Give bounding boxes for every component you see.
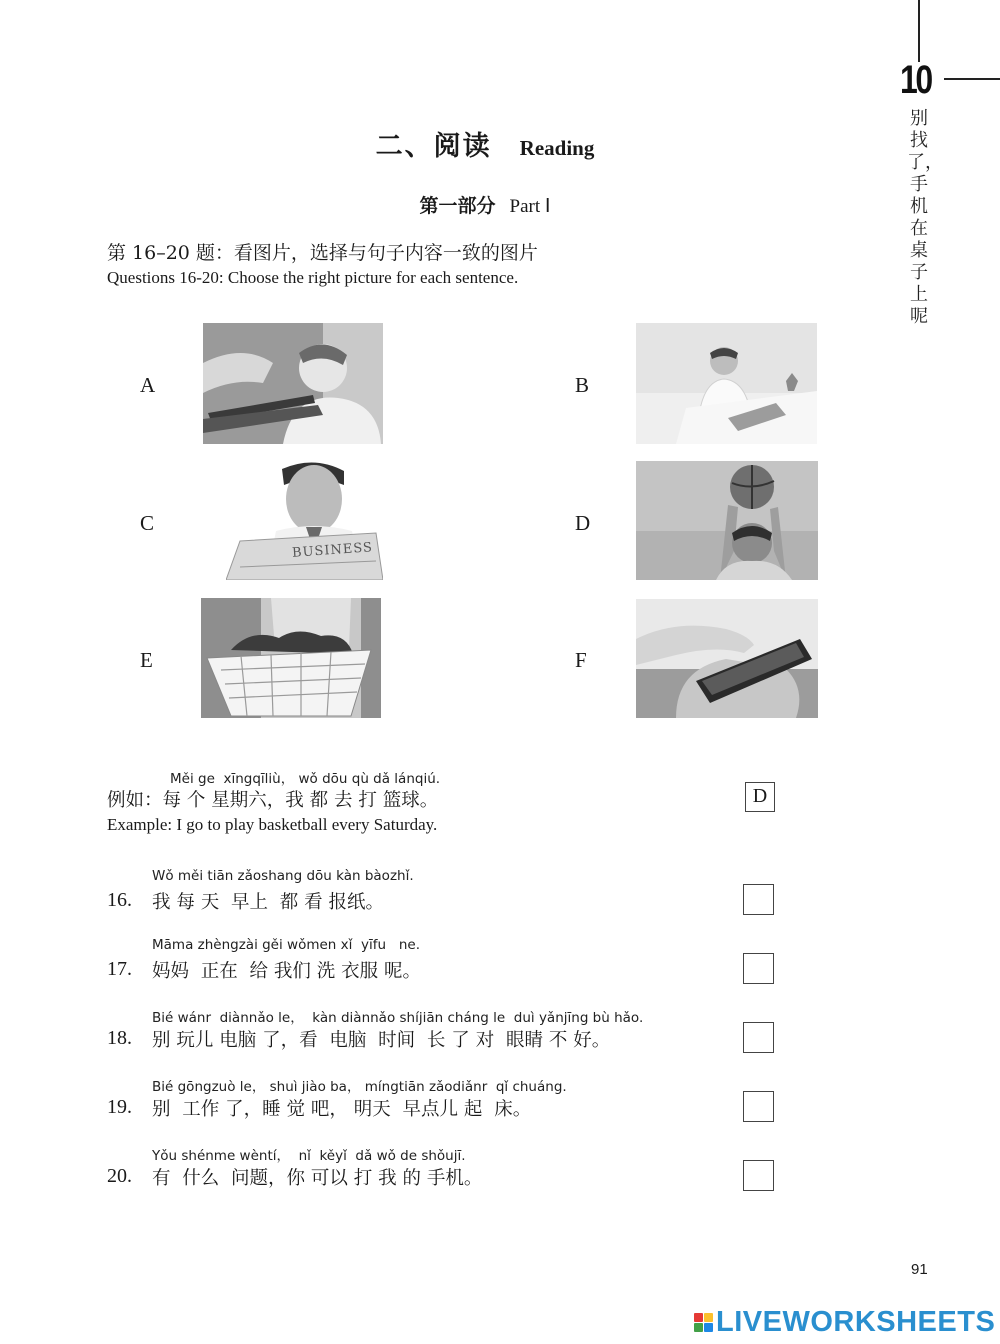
question-18-sentence: 别 玩儿 电脑 了，看 电脑 时间 长 了 对 眼睛 不 好。 — [152, 1030, 611, 1051]
example-translation: Example: I go to play basketball every Saturday. — [107, 815, 438, 834]
question-16-pinyin: Wǒ měi tiān zǎoshang dōu kàn bàozhǐ. — [152, 868, 414, 884]
question-17-pinyin: Māma zhèngzài gěi wǒmen xǐ yīfu ne. — [152, 937, 421, 953]
instructions-en: Questions 16-20: Choose the right picture for each sentence. — [107, 268, 519, 287]
section-title-en: Reading — [519, 136, 595, 160]
part-title — [0, 191, 970, 218]
side-tab-rule — [944, 78, 1000, 80]
newspaper-headline: BUSINESS — [291, 540, 374, 561]
question-19-number: 19. — [107, 1096, 132, 1118]
question-16-sentence: 我 每 天 早上 都 看 报纸。 — [152, 892, 385, 913]
example-pinyin: Měi ge xīngqīliù， wǒ dōu qù dǎ lánqiú. — [170, 771, 441, 787]
question-17-answer-box[interactable] — [743, 953, 774, 984]
question-16-answer-box[interactable] — [743, 884, 774, 915]
option-letter-c: C — [140, 511, 155, 535]
picture-a-boy-using-laptop — [203, 323, 383, 444]
section-title-cn: 二、阅读 — [375, 131, 492, 162]
option-letter-e: E — [140, 648, 153, 672]
picture-b-tired-man-at-laptop — [636, 323, 817, 444]
side-tab-line — [918, 0, 920, 62]
picture-c-man-reading-newspaper — [226, 461, 383, 580]
example-answer-box: D — [745, 782, 775, 812]
picture-f-hand-holding-smartphone — [636, 599, 818, 718]
section-title — [0, 124, 970, 163]
question-17-sentence: 妈妈 正在 给 我们 洗 衣服 呢。 — [152, 961, 422, 982]
logo-square-blue — [704, 1323, 713, 1332]
question-20-sentence: 有 什么 问题，你 可以 打 我 的 手机。 — [152, 1168, 483, 1189]
question-18-number: 18. — [107, 1027, 132, 1049]
example-sentence: 例如：每 个 星期六，我 都 去 打 篮球。 — [107, 790, 439, 811]
lesson-number: 10 — [900, 58, 931, 102]
page-number: 91 — [911, 1261, 928, 1278]
question-18-pinyin: Bié wánr diànnǎo le， kàn diànnǎo shíjiān cháng le duì yǎnjīng bù hǎo. — [152, 1010, 644, 1026]
lesson-title: 别找了，手机在桌子上呢 — [907, 108, 943, 327]
picture-d-man-shooting-basketball — [636, 461, 818, 580]
picture-e-woman-with-laundry-basket — [201, 598, 381, 718]
logo-square-yellow — [704, 1313, 713, 1322]
liveworksheets-logo — [694, 1306, 995, 1338]
question-19-answer-box[interactable] — [743, 1091, 774, 1122]
logo-square-red — [694, 1313, 703, 1322]
part-title-cn: 第一部分 — [419, 195, 496, 217]
option-letter-b: B — [575, 373, 590, 397]
question-16-number: 16. — [107, 889, 132, 911]
instructions-cn: 第 16–20 题：看图片，选择与句子内容一致的图片 — [107, 242, 538, 264]
question-20-answer-box[interactable] — [743, 1160, 774, 1191]
option-letter-d: D — [575, 511, 591, 535]
option-letter-f: F — [575, 648, 587, 672]
liveworksheets-logo-icon — [694, 1313, 713, 1332]
option-letter-a: A — [140, 373, 156, 397]
question-19-pinyin: Bié gōngzuò le， shuì jiào ba， míngtiān zǎodiǎnr qǐ chuáng. — [152, 1079, 567, 1095]
question-17-number: 17. — [107, 958, 132, 980]
part-title-en: Part Ⅰ — [509, 196, 551, 217]
question-19-sentence: 别 工作 了，睡 觉 吧， 明天 早点儿 起 床。 — [152, 1099, 532, 1120]
question-20-number: 20. — [107, 1165, 132, 1187]
question-18-answer-box[interactable] — [743, 1022, 774, 1053]
logo-square-green — [694, 1323, 703, 1332]
question-20-pinyin: Yǒu shénme wèntí， nǐ kěyǐ dǎ wǒ de shǒujī. — [152, 1148, 466, 1164]
liveworksheets-logo-text: LIVEWORKSHEETS — [716, 1305, 996, 1338]
